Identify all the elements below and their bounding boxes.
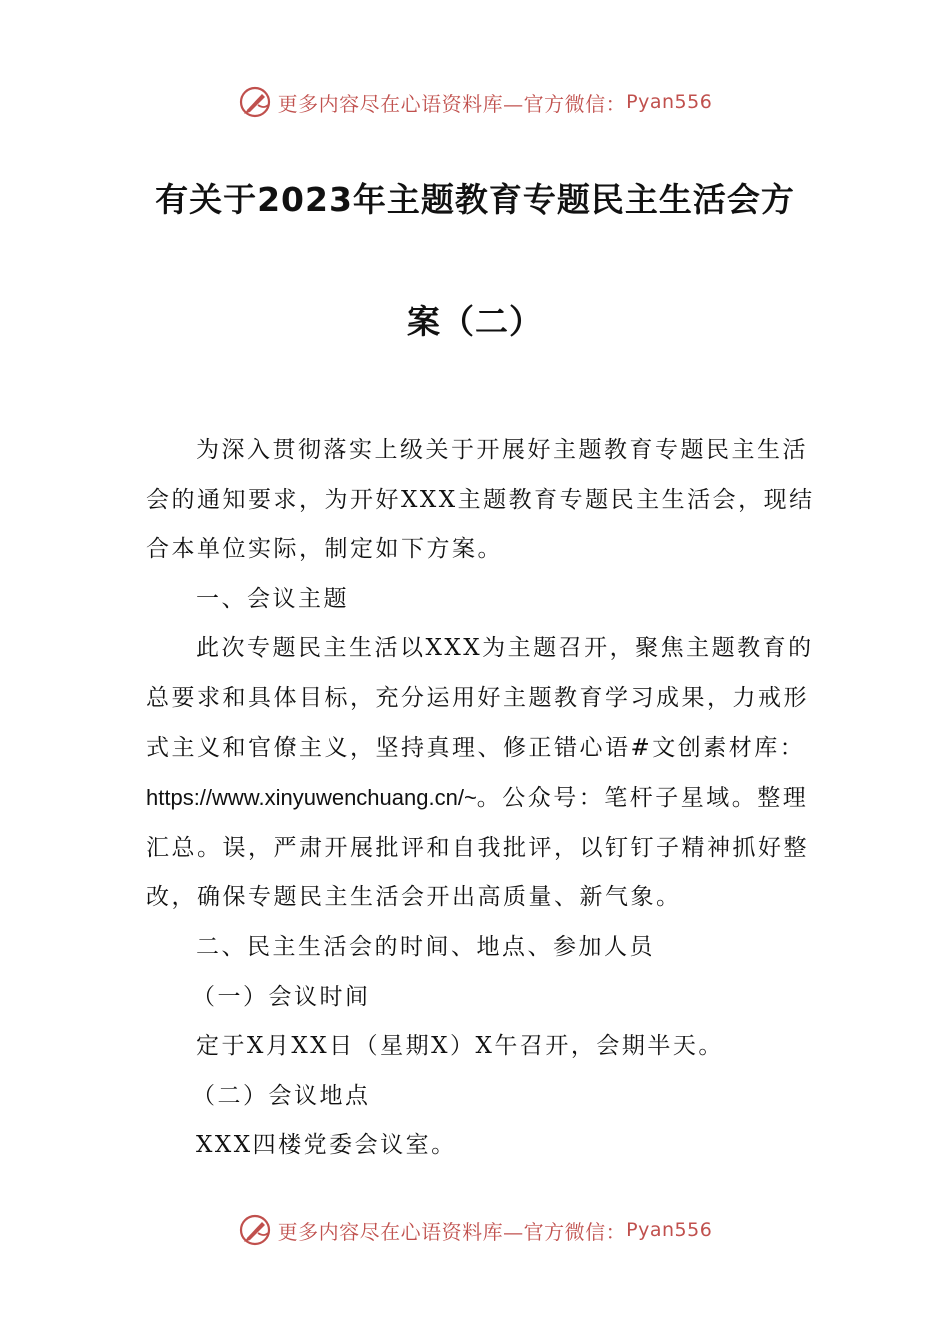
section-1-text-b: 。公众号：笔杆子星域。整理汇总。误，严肃开展批评和自我批评，以钉钉子精神抓好整改，确保专题民主生活会开出高质量、新气象。 — [146, 785, 809, 911]
section-1-heading: 一、会议主题 — [196, 585, 349, 612]
section-2-heading: 二、民主生活会的时间、地点、参加人员 — [196, 933, 655, 960]
subsection-2-text: XXX四楼党委会议室。 — [196, 1132, 457, 1159]
pen-circle-logo-icon — [238, 1213, 272, 1247]
document-body — [146, 426, 816, 1171]
subsection-1-text: 定于X月XX日（星期X）X午召开，会期半天。 — [196, 1033, 724, 1060]
banner-wechat-id: Pyan556 — [626, 91, 713, 113]
document-title-line-2: 案（二） — [407, 302, 543, 341]
banner-text: 更多内容尽在心语资料库—官方微信： — [277, 91, 627, 116]
section-1-text-a: 此次专题民主生活以XXX为主题召开，聚焦主题教育的总要求和具体目标，充分运用好主题教育学习成果，力戒形式主义和官僚主义，坚持真理、修正错心语#文创素材库： — [146, 635, 814, 761]
intro-paragraph: 为深入贯彻落实上级关于开展好主题教育专题民主生活会的通知要求，为开好XXX主题教育专题民主生活会，现结合本单位实际，制定如下方案。 — [146, 437, 815, 563]
footer-watermark-banner — [0, 1210, 950, 1250]
document-title-line-1: 有关于2023年主题教育专题民主生活会方 — [155, 180, 795, 219]
section-1-paragraph — [146, 624, 816, 923]
subsection-2-heading: （二）会议地点 — [192, 1082, 371, 1109]
subsection-1-heading: （一）会议时间 — [192, 983, 371, 1010]
pen-circle-logo-icon — [238, 85, 272, 119]
section-1-url: https://www.xinyuwenchuang.cn/~ — [146, 785, 477, 811]
banner-wechat-id: Pyan556 — [626, 1219, 713, 1241]
header-watermark-banner — [0, 82, 950, 122]
banner-text: 更多内容尽在心语资料库—官方微信： — [277, 1219, 627, 1244]
